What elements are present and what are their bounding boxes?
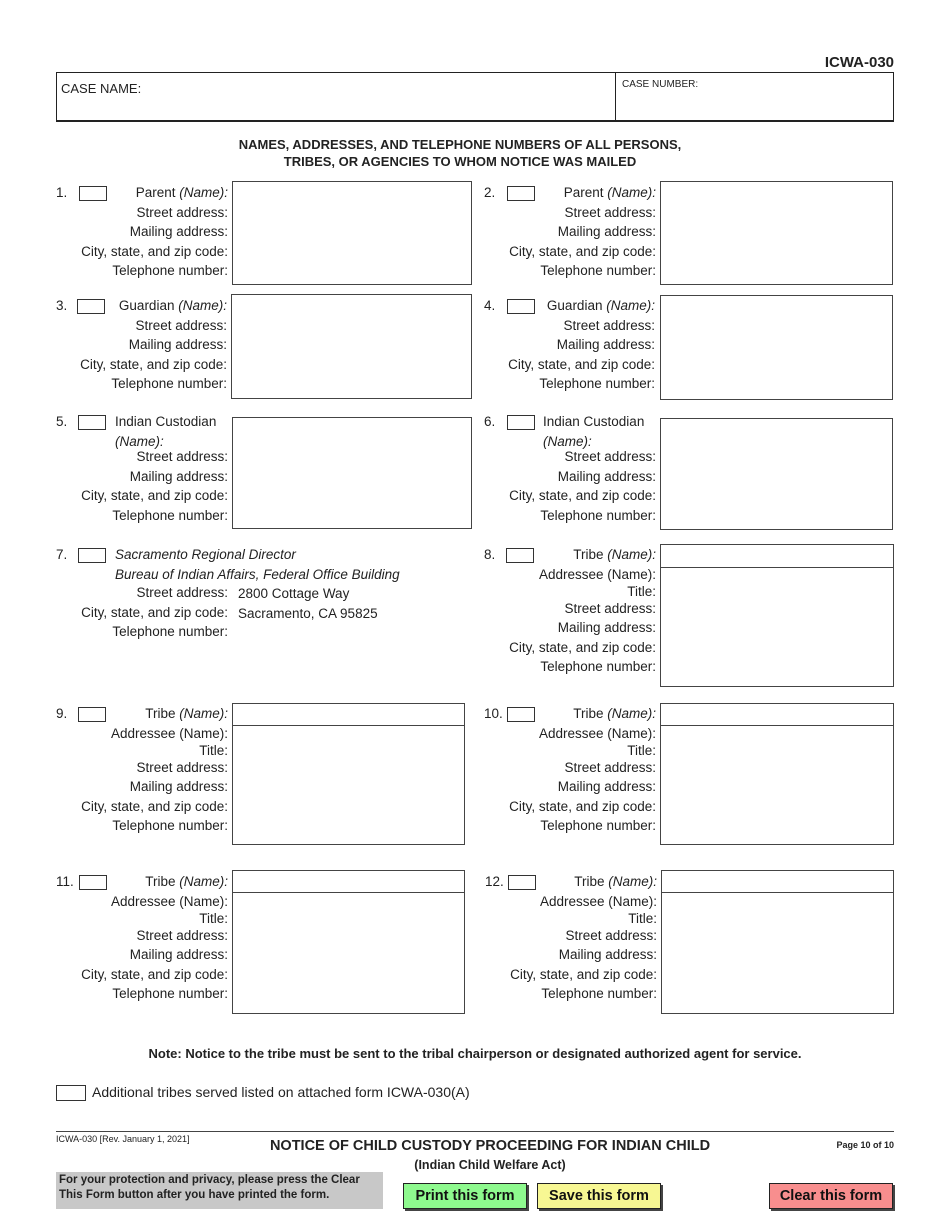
tribe-name-row[interactable]	[233, 892, 464, 893]
entry-9-labels: Tribe (Name): Addressee (Name): Title: Street address: Mailing address: City, state, and zip code: Telephone number:	[81, 706, 228, 833]
entry-1-labels: Parent (Name): Street address: Mailing address: City, state, and zip code: Telephone number:	[81, 185, 228, 278]
entry-5-checkbox[interactable]	[78, 415, 106, 430]
entry-number: 10.	[484, 706, 503, 721]
entry-2-field[interactable]	[660, 181, 893, 285]
page-number: Page 10 of 10	[836, 1140, 894, 1150]
entry-4-field[interactable]	[660, 295, 893, 400]
entry-8-labels: Tribe (Name): Addressee (Name): Title: Street address: Mailing address: City, state, and zip code: Telephone number:	[509, 547, 656, 674]
entry-number: 8.	[484, 547, 496, 562]
entry-6-title: Indian Custodian (Name):	[543, 414, 645, 449]
entry-3-field[interactable]	[231, 294, 472, 399]
bia-org: Bureau of Indian Affairs, Federal Office Building	[115, 566, 400, 582]
entry-number: 11.	[56, 874, 74, 889]
form-revision: ICWA-030 [Rev. January 1, 2021]	[56, 1134, 190, 1144]
entry-number: 6.	[484, 414, 496, 429]
entry-6-labels: Street address: Mailing address: City, state, and zip code: Telephone number:	[509, 449, 656, 523]
entry-2-labels: Parent (Name): Street address: Mailing address: City, state, and zip code: Telephone number:	[509, 185, 656, 278]
tribe-name-row[interactable]	[233, 725, 464, 726]
entry-number: 4.	[484, 298, 496, 313]
entry-7-values	[238, 584, 378, 623]
entry-number: 3.	[56, 298, 68, 313]
form-code: ICWA-030	[824, 54, 894, 71]
privacy-notice: For your protection and privacy, please press the Clear This Form button after you have printed the form.	[56, 1172, 383, 1209]
entry-number: 2.	[484, 185, 496, 200]
entry-number: 7.	[56, 547, 68, 562]
entry-11-field[interactable]	[232, 870, 465, 1014]
entry-5-title: Indian Custodian (Name):	[115, 414, 217, 449]
case-header	[56, 72, 894, 122]
entry-4-labels: Guardian (Name): Street address: Mailing address: City, state, and zip code: Telephone number:	[508, 298, 655, 391]
entry-6-field[interactable]	[660, 418, 893, 530]
entry-3-labels: Guardian (Name): Street address: Mailing address: City, state, and zip code: Telephone number:	[80, 298, 227, 391]
case-name-label: CASE NAME:	[61, 81, 142, 96]
entry-7-agency	[115, 545, 400, 584]
entry-12-field[interactable]	[661, 870, 894, 1014]
save-button[interactable]: Save this form	[537, 1183, 661, 1209]
bia-city: Sacramento, CA 95825	[238, 605, 378, 621]
form-title: NOTICE OF CHILD CUSTODY PROCEEDING FOR INDIAN CHILD	[269, 1138, 711, 1154]
entry-5-field[interactable]	[232, 417, 472, 529]
case-number-cell[interactable]	[615, 73, 894, 120]
entry-6-checkbox[interactable]	[507, 415, 535, 430]
entry-10-labels: Tribe (Name): Addressee (Name): Title: Street address: Mailing address: City, state, and zip code: Telephone number:	[509, 706, 656, 833]
entry-12-labels: Tribe (Name): Addressee (Name): Title: Street address: Mailing address: City, state, and zip code: Telephone number:	[510, 874, 657, 1001]
print-button[interactable]: Print this form	[403, 1183, 527, 1209]
bia-street: 2800 Cottage Way	[238, 586, 350, 601]
entry-11-labels: Tribe (Name): Addressee (Name): Title: Street address: Mailing address: City, state, and zip code: Telephone number:	[81, 874, 228, 1001]
entry-number: 1.	[56, 185, 68, 200]
footer-divider	[56, 1131, 894, 1132]
entry-9-field[interactable]	[232, 703, 465, 845]
section-title: NAMES, ADDRESSES, AND TELEPHONE NUMBERS OF ALL PERSONS, TRIBES, OR AGENCIES TO WHOM NOTICE WAS MAILED	[238, 137, 682, 169]
entry-7-labels: Street address: City, state, and zip code: Telephone number:	[81, 585, 228, 639]
tribe-name-row[interactable]	[662, 892, 893, 893]
clear-button[interactable]: Clear this form	[769, 1183, 893, 1209]
tribe-notice-note: Note: Notice to the tribe must be sent to the tribal chairperson or designated authorized agent for service.	[148, 1046, 802, 1061]
additional-tribes-checkbox[interactable]	[56, 1085, 86, 1101]
form-subtitle: (Indian Child Welfare Act)	[414, 1158, 566, 1172]
case-number-label: CASE NUMBER:	[622, 79, 699, 90]
tribe-name-row[interactable]	[661, 725, 893, 726]
entry-1-field[interactable]	[232, 181, 472, 285]
entry-10-field[interactable]	[660, 703, 894, 845]
entry-number: 12.	[485, 874, 504, 889]
entry-8-field[interactable]	[660, 544, 894, 687]
entry-7-checkbox[interactable]	[78, 548, 106, 563]
additional-tribes-label: Additional tribes served listed on attached form ICWA-030(A)	[92, 1084, 470, 1100]
bia-director: Sacramento Regional Director	[115, 547, 296, 562]
entry-5-labels: Street address: Mailing address: City, state, and zip code: Telephone number:	[81, 449, 228, 523]
entry-number: 5.	[56, 414, 68, 429]
entry-number: 9.	[56, 706, 68, 721]
tribe-name-row[interactable]	[661, 567, 893, 568]
